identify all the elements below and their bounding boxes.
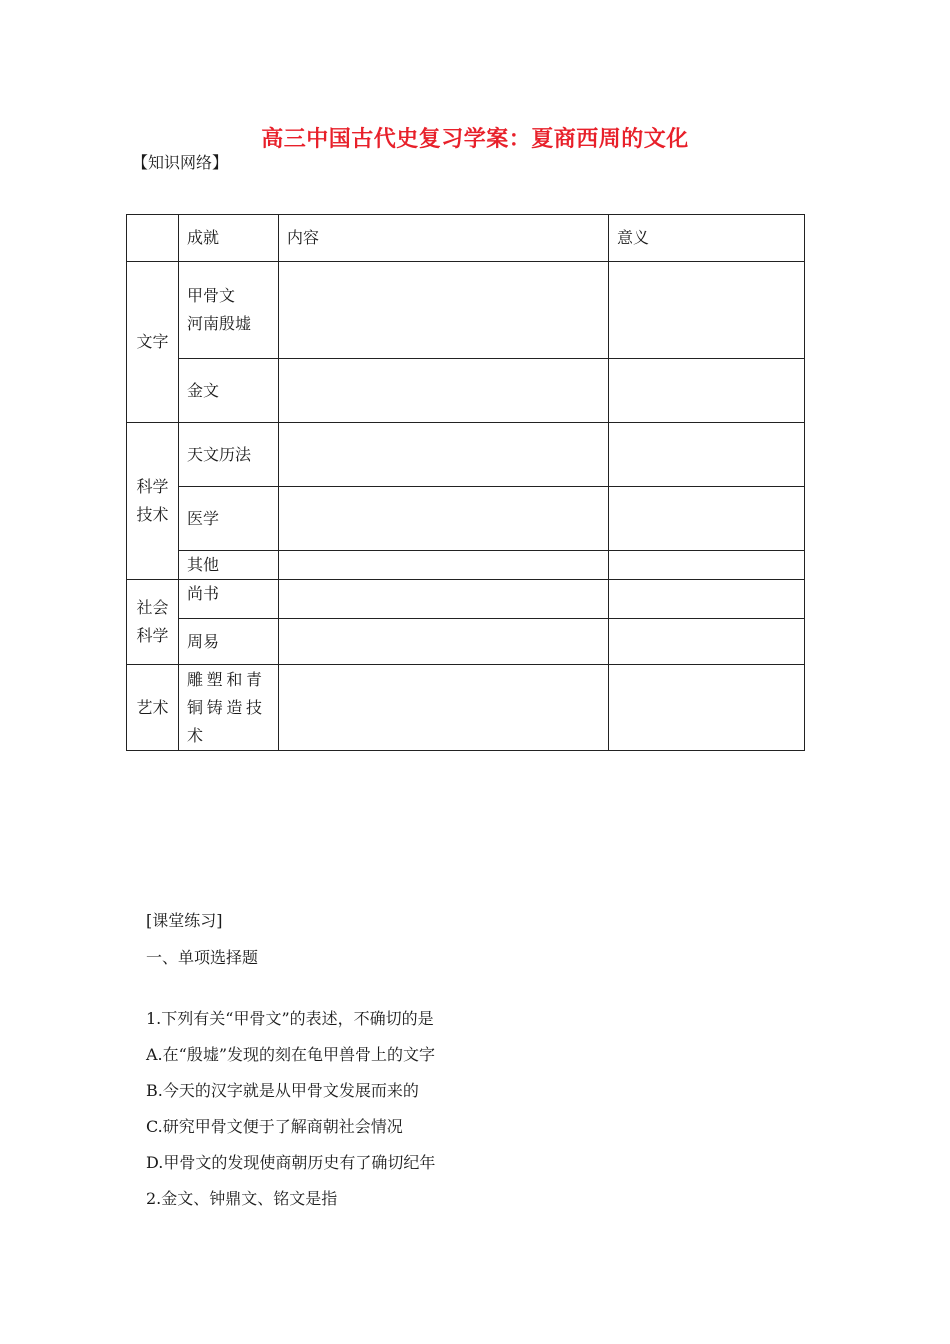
category-cell-science-technology [127,423,179,580]
category-label: 科学 [136,477,169,496]
achievement-label: 天文历法 [187,444,252,464]
category-label: 文字 [136,332,169,351]
achievement-label: 甲骨文 [187,286,236,305]
table-row [127,359,805,423]
content-cell [279,262,609,359]
achievement-label: 雕塑和青 [187,669,262,689]
significance-cell [609,423,805,487]
question-stem: 2.金文、钟鼎文、铭文是指 [146,1189,338,1208]
achievement-cell-sculpture-bronze [179,665,279,751]
content-cell [279,665,609,751]
content-cell [279,359,609,423]
significance-cell [609,580,805,619]
achievement-cell-medicine [179,487,279,551]
table-row [127,619,805,665]
question-option: D.甲骨文的发现使商朝历史有了确切纪年 [146,1153,436,1172]
achievement-label: 术 [187,725,204,745]
achievement-label: 河南殷墟 [187,314,252,333]
category-label: 社会 [136,598,169,617]
achievement-cell-zhouyi [179,619,279,665]
category-cell-writing [127,262,179,423]
content-cell [279,619,609,665]
exercise-section-title: 一、单项选择题 [146,948,259,967]
table-row [127,665,805,751]
question-option: C.研究甲骨文便于了解商朝社会情况 [146,1117,403,1136]
header-cell-achievement: 成就 [179,215,279,262]
category-label: 技术 [136,505,169,524]
section-label-knowledge-network: 【知识网络】 [132,153,229,172]
achievement-label: 医学 [187,508,220,528]
achievement-cell-shangshu [179,580,279,619]
table-row [127,487,805,551]
question-stem: 1.下列有关“甲骨文”的表述，不确切的是 [146,1009,434,1028]
achievement-label: 周易 [187,631,220,651]
table-row [127,423,805,487]
significance-cell [609,487,805,551]
question-option: B.今天的汉字就是从甲骨文发展而来的 [146,1081,419,1100]
content-cell [279,551,609,580]
achievement-label: 尚书 [187,584,220,603]
category-label: 艺术 [136,697,169,717]
exercise-heading: [课堂练习] [146,911,223,930]
page-title: 高三中国古代史复习学案：夏商西周的文化 [261,127,689,152]
question-option: A.在“殷墟”发现的刻在龟甲兽骨上的文字 [146,1045,436,1064]
achievement-cell-bronze-inscription [179,359,279,423]
significance-cell [609,262,805,359]
significance-cell [609,551,805,580]
content-cell [279,580,609,619]
significance-cell [609,619,805,665]
achievement-cell-astronomy-calendar [179,423,279,487]
achievement-cell-other [179,551,279,580]
header-cell-significance: 意义 [609,215,805,262]
category-cell-art [127,665,179,751]
header-cell-content: 内容 [279,215,609,262]
table-row [127,262,805,359]
achievement-label: 铜铸造技 [187,697,262,717]
content-cell [279,487,609,551]
category-cell-social-science [127,580,179,665]
content-cell [279,423,609,487]
table-row [127,551,805,580]
category-label: 科学 [136,626,169,645]
significance-cell [609,665,805,751]
significance-cell [609,359,805,423]
knowledge-table [126,214,805,751]
table-row [127,580,805,619]
achievement-label: 其他 [187,555,220,574]
achievement-label: 金文 [187,380,220,400]
table-header-row [127,215,805,262]
achievement-cell-oracle-bone [179,262,279,359]
header-cell-empty [127,215,179,262]
